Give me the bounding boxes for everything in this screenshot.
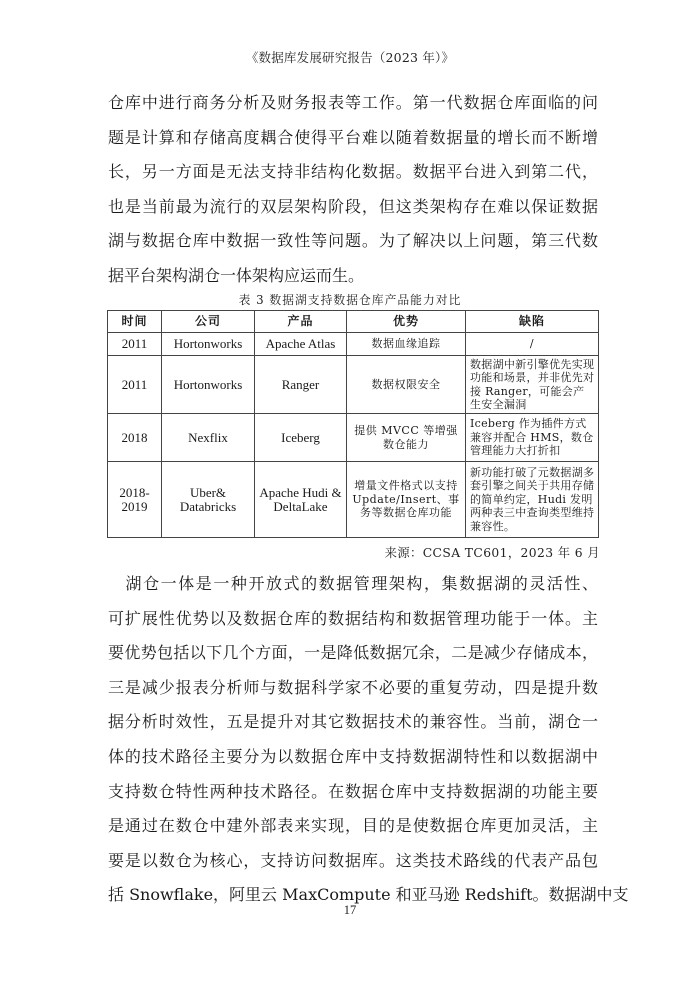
cell-product: Apache Hudi & DeltaLake <box>255 462 347 538</box>
text-line: 要优势包括以下几个方面，一是降低数据冗余，二是减少存储成本， <box>108 643 598 663</box>
text-line: 题是计算和存储高度耦合使得平台难以随着数据量的增长而不断增 <box>108 127 598 147</box>
running-header: 《数据库发展研究报告（2023 年）》 <box>245 50 455 65</box>
cell-defect: Iceberg 作为插件方式兼容并配合 HMS，数仓管理能力大打折扣 <box>466 414 599 462</box>
cell-time: 2011 <box>108 356 162 414</box>
table-header-row <box>108 311 599 333</box>
comparison-table <box>107 310 599 538</box>
text-line: 括 Snowflake，阿里云 MaxCompute 和亚马逊 Redshift。数据湖中支 <box>108 885 629 905</box>
text-line: 仓库中进行商务分析及财务报表等工作。第一代数据仓库面临的问 <box>108 93 598 112</box>
cell-defect: / <box>466 333 599 356</box>
text-line: 是通过在数仓中建外部表来实现，目的是使数据仓库更加灵活，主 <box>108 816 598 836</box>
text-line: 三是减少报表分析师与数据科学家不必要的重复劳动，四是提升数 <box>108 677 598 697</box>
column-header-defect: 缺陷 <box>466 311 599 333</box>
text-line: 要是以数仓为核心，支持访问数据库。这类技术路线的代表产品包 <box>108 850 598 870</box>
cell-company: Hortonworks <box>162 333 255 356</box>
paragraph-lakehouse <box>108 567 629 913</box>
column-header-company: 公司 <box>162 311 255 333</box>
cell-company: Uber& Databricks <box>162 462 255 538</box>
table-row <box>108 414 599 462</box>
text-line: 体的技术路径主要分为以数据仓库中支持数据湖特性和以数据湖中 <box>108 746 598 766</box>
text-line: 湖与数据仓库中数据一致性等问题。为了解决以上问题，第三代数 <box>108 231 598 251</box>
cell-company: Hortonworks <box>162 356 255 414</box>
cell-advantage: 增量文件格式以支持 Update/Insert、事务等数据仓库功能 <box>347 462 466 538</box>
text-line: 据分析时效性，五是提升对其它数据技术的兼容性。当前，湖仓一 <box>108 712 598 732</box>
cell-advantage: 数据权限安全 <box>347 356 466 414</box>
text-line: 湖仓一体是一种开放式的数据管理架构，集数据湖的灵活性、 <box>108 574 598 593</box>
paragraph-intro <box>108 86 598 294</box>
table-row <box>108 356 599 414</box>
table-row <box>108 333 599 356</box>
cell-time: 2011 <box>108 333 162 356</box>
cell-advantage: 数据血缘追踪 <box>347 333 466 356</box>
column-header-product: 产品 <box>255 311 347 333</box>
text-line: 可扩展性优势以及数据仓库的数据结构和数据管理功能于一体。主 <box>108 608 598 628</box>
cell-defect: 数据湖中新引擎优先实现功能和场景，并非优先对接 Ranger，可能会产生安全漏洞 <box>466 356 599 414</box>
cell-product: Ranger <box>255 356 347 414</box>
cell-company: Nexflix <box>162 414 255 462</box>
text-line: 支持数仓特性两种技术路径。在数据仓库中支持数据湖的功能主要 <box>108 781 598 801</box>
cell-time: 2018 <box>108 414 162 462</box>
column-header-advantage: 优势 <box>347 311 466 333</box>
table-row <box>108 462 599 538</box>
page-number: 17 <box>343 903 357 917</box>
table-source-note: 来源：CCSA TC601，2023 年 6 月 <box>384 546 600 560</box>
cell-advantage: 提供 MVCC 等增强数仓能力 <box>347 414 466 462</box>
cell-time: 2018-2019 <box>108 462 162 538</box>
text-line: 据平台架构湖仓一体架构应运而生。 <box>108 265 365 285</box>
cell-product: Iceberg <box>255 414 347 462</box>
cell-product: Apache Atlas <box>255 333 347 356</box>
cell-defect: 新功能打破了元数据湖多套引擎之间关于共用存储的简单约定，Hudi 发明两种表三中查询类型维持兼容性。 <box>466 462 599 538</box>
column-header-time: 时间 <box>108 311 162 333</box>
text-line: 也是当前最为流行的双层架构阶段，但这类架构存在难以保证数据 <box>108 196 598 216</box>
table-caption: 表 3 数据湖支持数据仓库产品能力对比 <box>238 293 462 307</box>
text-line: 长，另一方面是无法支持非结构化数据。数据平台进入到第二代， <box>108 162 598 182</box>
